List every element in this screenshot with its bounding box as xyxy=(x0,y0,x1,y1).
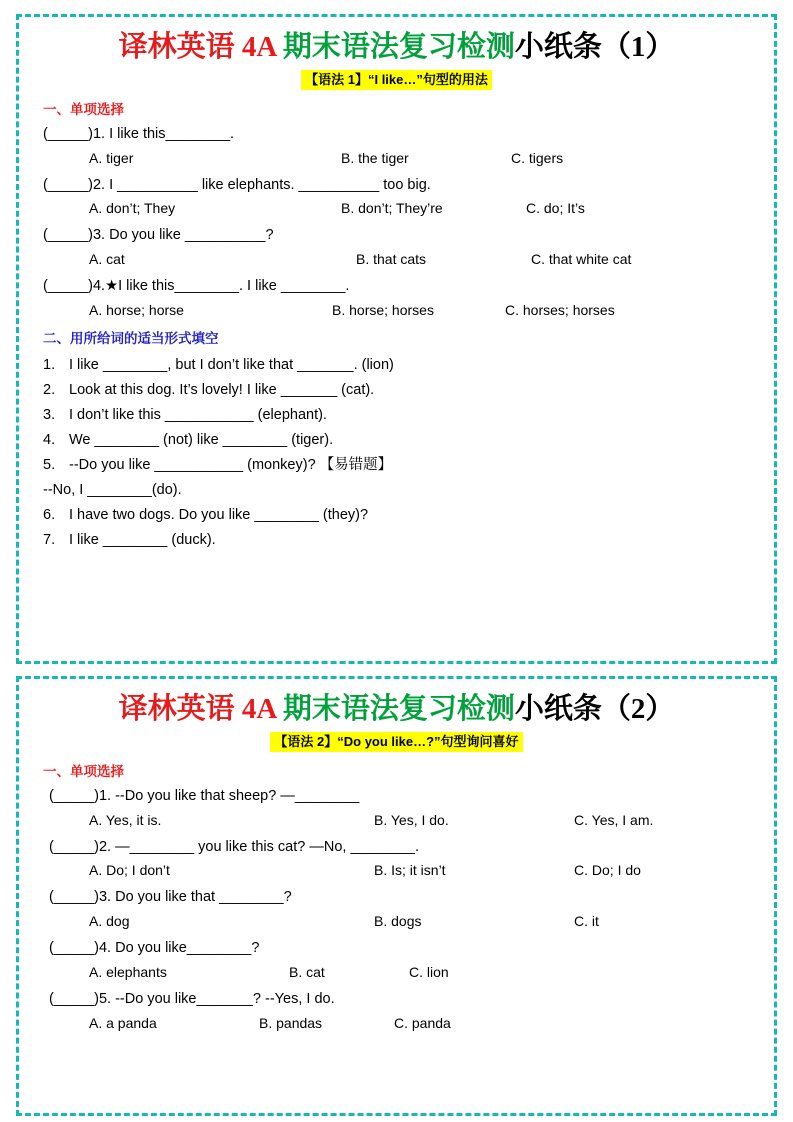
worksheet-card-2 xyxy=(16,676,777,1116)
fill-item xyxy=(43,378,752,403)
fill-item-text: I don’t like this ___________ (elephant). xyxy=(69,406,327,423)
fill-item-number: 3. xyxy=(43,406,56,423)
option-b: B. Is; it isn’t xyxy=(374,862,446,879)
sheet2-banner-wrap xyxy=(41,732,752,752)
option-b: B. pandas xyxy=(259,1014,323,1031)
fill-item xyxy=(43,428,752,453)
sheet1-grammar-banner: 【语法 1】“I like…”句型的用法 xyxy=(301,70,492,90)
fill-item-number: 7. xyxy=(43,531,56,548)
option-c: C. it xyxy=(574,913,599,930)
sheet1-section1-heading: 一、单项选择 xyxy=(43,101,124,117)
sheet1-title-black: 小纸条（1） xyxy=(514,31,675,63)
fill-item xyxy=(43,503,752,528)
sheet2-question-options xyxy=(41,911,752,932)
sheet1-banner-wrap xyxy=(41,70,752,90)
sheet1-question-stem: (_____)3. Do you like __________? xyxy=(43,227,274,244)
option-a: A. cat xyxy=(89,251,125,268)
sheet1-question-stem: (_____)4.★I like this________. I like ________. xyxy=(43,278,350,295)
sheet1-question-options xyxy=(41,249,752,270)
option-b: B. Yes, I do. xyxy=(374,811,449,828)
option-a: A. tiger xyxy=(89,149,134,166)
fill-item-continuation: --No, I ________(do). xyxy=(43,481,182,498)
sheet1-question-stem: (_____)1. I like this________. xyxy=(43,125,235,142)
option-a: A. Do; I don’t xyxy=(89,862,170,879)
sheet1-question-stem: (_____)2. I __________ like elephants. __________ too big. xyxy=(43,176,431,193)
option-a: A. dog xyxy=(89,913,130,930)
option-c: C. lion xyxy=(409,963,449,980)
fill-item-text: I like ________ (duck). xyxy=(69,531,216,548)
sheet2-grammar-banner: 【语法 2】“Do you like…?”句型询问喜好 xyxy=(270,732,522,752)
option-a: A. a panda xyxy=(89,1014,157,1031)
sheet2-question-stem: (_____)1. --Do you like that sheep? —________ xyxy=(49,787,360,804)
option-a: A. don’t; They xyxy=(89,200,176,217)
fill-item xyxy=(43,453,752,478)
sheet2-question-options xyxy=(41,860,752,881)
sheet1-question-options xyxy=(41,148,752,169)
option-a: A. horse; horse xyxy=(89,301,184,318)
option-b: B. cat xyxy=(289,963,325,980)
fill-item-number: 5. xyxy=(43,456,56,473)
sheet2-question-options xyxy=(41,1013,752,1034)
option-b: B. don’t; They’re xyxy=(341,200,443,217)
worksheet-card-1 xyxy=(16,14,777,664)
sheet2-question-options xyxy=(41,962,752,983)
sheet1-title-red: 译林英语 4A xyxy=(118,31,276,63)
sheet2-title-black: 小纸条（2） xyxy=(514,693,675,725)
fill-item-text: I have two dogs. Do you like ________ (they)? xyxy=(69,506,369,523)
option-c: C. panda xyxy=(394,1014,451,1031)
sheet2-question-stem: (_____)4. Do you like________? xyxy=(49,940,260,957)
sheet2-question-stem: (_____)5. --Do you like_______? --Yes, I do. xyxy=(49,990,335,1007)
fill-item-number: 6. xyxy=(43,506,56,523)
fill-item-number: 1. xyxy=(43,356,56,373)
option-c: C. Yes, I am. xyxy=(574,811,654,828)
fill-item xyxy=(43,353,752,378)
fill-item xyxy=(43,403,752,428)
sheet2-question-stem: (_____)3. Do you like that ________? xyxy=(49,889,292,906)
option-c: C. do; It’s xyxy=(526,200,585,217)
fill-item-text: Look at this dog. It’s lovely! I like _______ (cat). xyxy=(69,381,375,398)
fill-item-number: 4. xyxy=(43,431,56,448)
fill-item xyxy=(43,528,752,553)
fill-item-text: --Do you like ___________ (monkey)? 【易错题】 xyxy=(69,456,393,473)
option-b: B. dogs xyxy=(374,913,422,930)
sheet1-title xyxy=(41,31,752,64)
sheet2-section1-heading: 一、单项选择 xyxy=(43,763,124,779)
option-c: C. Do; I do xyxy=(574,862,641,879)
sheet1-section2-heading: 二、用所给词的适当形式填空 xyxy=(43,330,219,346)
sheet2-title-green: 期末语法复习检测 xyxy=(282,693,515,725)
fill-item-text: I like ________, but I don’t like that _______. (lion) xyxy=(69,356,394,373)
option-b: B. horse; horses xyxy=(332,301,434,318)
option-b: B. that cats xyxy=(356,251,427,268)
sheet2-question-stem: (_____)2. —________ you like this cat? —No, ________. xyxy=(49,838,419,855)
option-a: A. Yes, it is. xyxy=(89,811,162,828)
option-c: C. tigers xyxy=(511,149,564,166)
option-a: A. elephants xyxy=(89,963,167,980)
fill-item-text: We ________ (not) like ________ (tiger). xyxy=(69,431,334,448)
sheet1-question-options xyxy=(41,198,752,219)
fill-item-number: 2. xyxy=(43,381,56,398)
sheet1-question-options xyxy=(41,300,752,321)
option-c: C. that white cat xyxy=(531,251,632,268)
option-b: B. the tiger xyxy=(341,149,409,166)
sheet2-question-options xyxy=(41,810,752,831)
sheet2-title xyxy=(41,693,752,726)
sheet1-title-green: 期末语法复习检测 xyxy=(282,31,515,63)
sheet2-title-red: 译林英语 4A xyxy=(118,693,276,725)
option-c: C. horses; horses xyxy=(505,301,615,318)
